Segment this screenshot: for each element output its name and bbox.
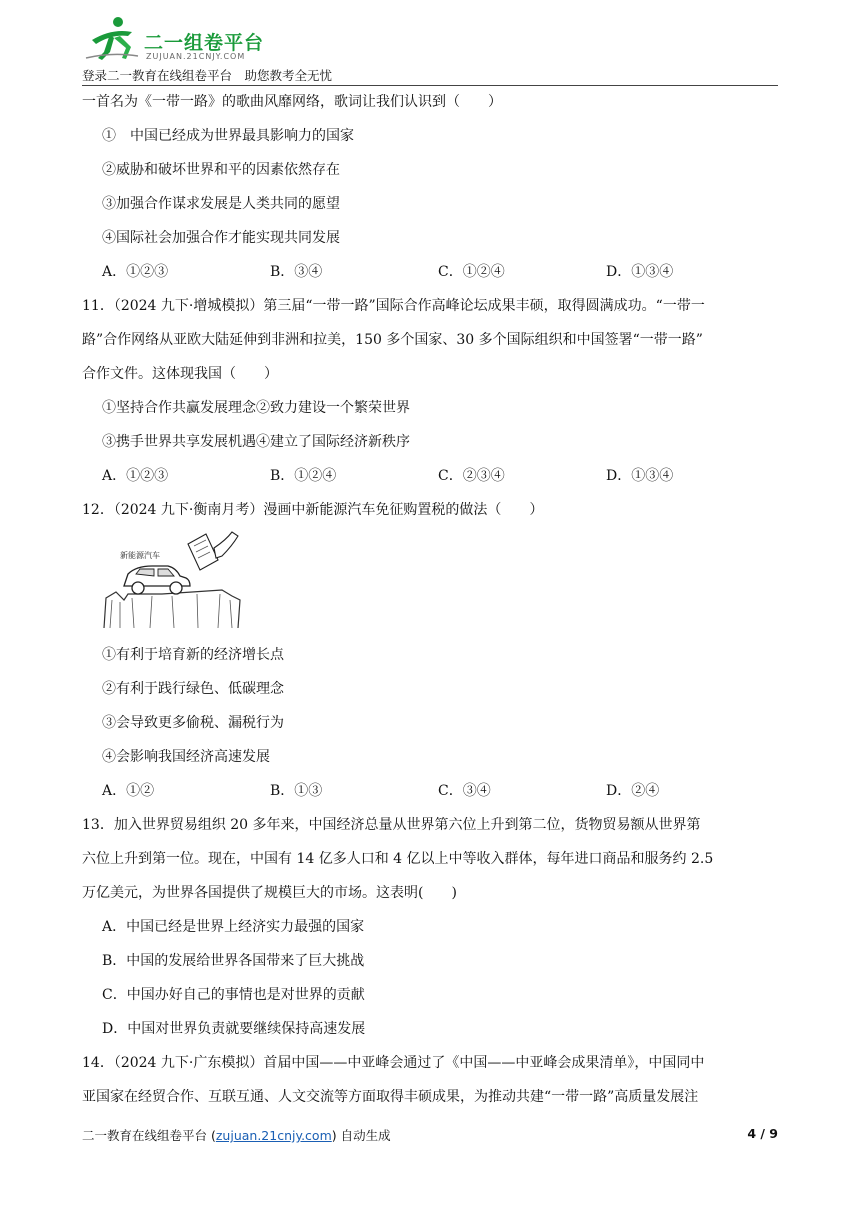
header-divider <box>82 85 778 86</box>
q10-stem: 一首名为《一带一路》的歌曲风靡网络，歌词让我们认识到（ ） <box>82 94 502 110</box>
q12-statement-3: ③会导致更多偷税、漏税行为 <box>102 715 284 731</box>
q14-stem-line-2: 亚国家在经贸合作、互联互通、人文交流等方面取得丰硕成果，为推动共建“一带一路”高质量发展注 <box>82 1089 699 1105</box>
cartoon-label: 新能源汽车 <box>120 551 160 560</box>
q11-stem-line-1: 11．（2024 九下·增城模拟）第三届“一带一路”国际合作高峰论坛成果丰硕，取得圆满成功。“一带一 <box>82 298 705 314</box>
q10-statement-3: ③加强合作谋求发展是人类共同的愿望 <box>102 196 340 212</box>
logo-subtitle: ZUJUAN.21CNJY.COM <box>146 52 246 61</box>
q12-option-d: D．②④ <box>606 783 660 799</box>
q13-stem-line-1: 13．加入世界贸易组织 20 多年来，中国经济总量从世界第六位上升到第二位，货物贸易额从世界第 <box>82 817 701 833</box>
q13-stem-line-2: 六位上升到第一位。现在，中国有 14 亿多人口和 4 亿以上中等收入群体，每年进口商品和服务约 2.5 <box>82 851 714 867</box>
page-header <box>82 14 782 86</box>
logo-title: 二一组卷平台 <box>144 32 265 54</box>
new-energy-car-cartoon-icon <box>102 530 242 630</box>
q11-stem-line-3: 合作文件。这体现我国（ ） <box>82 366 278 382</box>
q12-option-a: A．①② <box>102 783 155 799</box>
q11-option-a: A．①②③ <box>102 468 169 484</box>
q11-statement-1: ①坚持合作共赢发展理念②致力建设一个繁荣世界 <box>102 400 410 416</box>
q11-statement-2: ③携手世界共享发展机遇④建立了国际经济新秩序 <box>102 434 410 450</box>
header-tagline: 登录二一教育在线组卷平台 助您教考全无忧 <box>82 68 333 83</box>
platform-logo <box>82 14 302 64</box>
q10-option-a: A．①②③ <box>102 264 169 280</box>
q13-stem-line-3: 万亿美元，为世界各国提供了规模巨大的市场。这表明( ) <box>82 885 457 901</box>
q12-stem: 12．（2024 九下·衡南月考）漫画中新能源汽车免征购置税的做法（ ） <box>82 502 544 518</box>
q10-option-c: C．①②④ <box>438 264 505 280</box>
page-number: 4 / 9 <box>747 1126 778 1141</box>
q11-stem-line-2: 路”合作网络从亚欧大陆延伸到非洲和拉美，150 多个国家、30 多个国际组织和中国签署“一带一路” <box>82 332 703 348</box>
runner-logo-icon <box>82 14 142 62</box>
footer-source <box>82 1126 391 1144</box>
q13-option-c: C．中国办好自己的事情也是对世界的贡献 <box>102 987 365 1003</box>
footer-link[interactable]: zujuan.21cnjy.com <box>215 1128 332 1143</box>
q12-option-b: B．①③ <box>270 783 323 799</box>
q13-option-d: D．中国对世界负责就要继续保持高速发展 <box>102 1021 366 1037</box>
q11-option-b: B．①②④ <box>270 468 337 484</box>
q10-option-b: B．③④ <box>270 264 323 280</box>
q12-statement-4: ④会影响我国经济高速发展 <box>102 749 270 765</box>
q12-option-c: C．③④ <box>438 783 491 799</box>
footer-suffix: ) 自动生成 <box>331 1128 391 1143</box>
footer-prefix: 二一教育在线组卷平台 ( <box>82 1128 216 1143</box>
q10-statement-1: ① 中国已经成为世界最具影响力的国家 <box>102 128 354 144</box>
q11-option-d: D．①③④ <box>606 468 674 484</box>
q12-statement-1: ①有利于培育新的经济增长点 <box>102 647 284 663</box>
q10-statement-2: ②威胁和破坏世界和平的因素依然存在 <box>102 162 340 178</box>
q10-option-d: D．①③④ <box>606 264 674 280</box>
cartoon-figure <box>102 530 242 630</box>
q14-stem-line-1: 14．（2024 九下·广东模拟）首届中国——中亚峰会通过了《中国——中亚峰会成果清单》，中国同中 <box>82 1055 705 1071</box>
q12-statement-2: ②有利于践行绿色、低碳理念 <box>102 681 284 697</box>
q11-option-c: C．②③④ <box>438 468 505 484</box>
q13-option-a: A．中国已经是世界上经济实力最强的国家 <box>102 919 365 935</box>
q13-option-b: B．中国的发展给世界各国带来了巨大挑战 <box>102 953 365 969</box>
q10-statement-4: ④国际社会加强合作才能实现共同发展 <box>102 230 340 246</box>
